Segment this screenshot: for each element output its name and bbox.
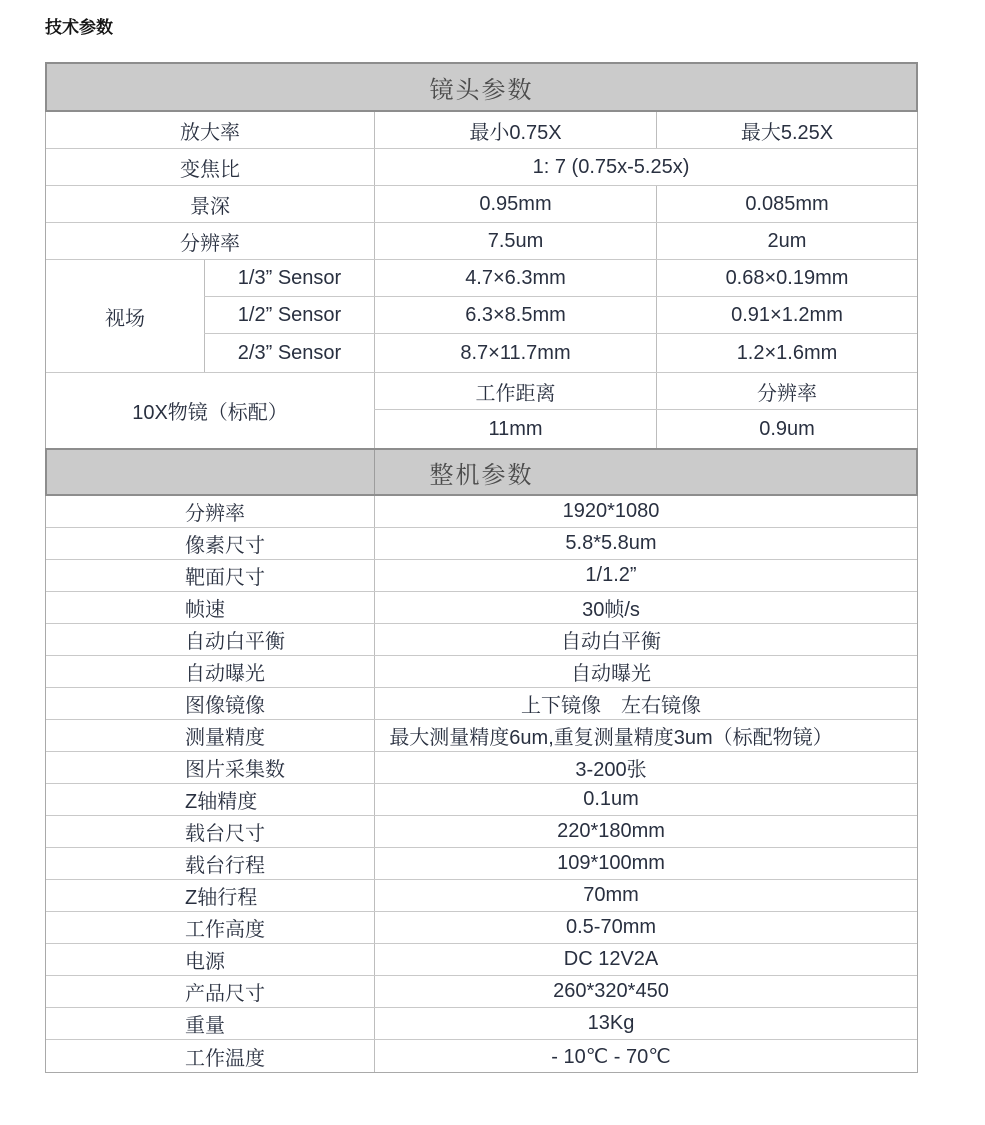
spec-label: 靶面尺寸: [185, 567, 265, 589]
table-row: [46, 912, 917, 944]
spec-label: 分辨率: [185, 503, 245, 525]
spec-value: 260*320*450: [374, 976, 917, 1007]
table-row-sensor-1-2: [204, 297, 917, 334]
objective-col-working-distance: 工作距离: [374, 373, 656, 409]
spec-value: 5.8*5.8um: [374, 528, 917, 559]
table-row-magnification: [46, 112, 917, 149]
spec-label-fov: 视场: [105, 307, 145, 330]
lens-section-header: [45, 62, 918, 112]
spec-value-min: 8.7×11.7mm: [374, 334, 656, 372]
sensor-name: 1/2” Sensor: [204, 297, 374, 333]
spec-label: 图像镜像: [185, 695, 265, 717]
table-row: [46, 1008, 917, 1040]
spec-value: 上下镜像 左右镜像: [374, 688, 917, 719]
spec-label: 自动曝光: [185, 663, 265, 685]
spec-value: 0.5-70mm: [374, 912, 917, 943]
spec-value-min: 6.3×8.5mm: [374, 297, 656, 333]
spec-label: 产品尺寸: [185, 983, 265, 1005]
lens-section-body: [45, 112, 918, 448]
objective-sub-rows: [374, 373, 917, 448]
spec-label: 变焦比: [180, 158, 240, 181]
machine-section-body: [45, 496, 918, 1073]
spec-value-min: 最小0.75X: [374, 112, 656, 148]
objective-col-resolution: 分辨率: [656, 373, 917, 409]
spec-value: DC 12V2A: [374, 944, 917, 975]
table-row: [46, 720, 917, 752]
table-row-objective: [46, 373, 917, 448]
spec-value-max: 最大5.25X: [656, 112, 917, 148]
sensor-name: 1/3” Sensor: [204, 260, 374, 296]
spec-value-max: 0.68×0.19mm: [656, 260, 917, 296]
spec-label: 测量精度: [185, 727, 265, 749]
table-row: [46, 560, 917, 592]
table-row: [46, 592, 917, 624]
spec-value: 自动曝光: [374, 656, 917, 687]
spec-label: 自动白平衡: [185, 631, 285, 653]
spec-value-max: 1.2×1.6mm: [656, 334, 917, 372]
spec-value-max: 0.085mm: [656, 186, 917, 222]
spec-label: 载台尺寸: [185, 823, 265, 845]
objective-header-row: [374, 373, 917, 410]
spec-label: 景深: [190, 195, 230, 218]
spec-value-min: 7.5um: [374, 223, 656, 259]
column-divider-line: [374, 450, 375, 494]
spec-value: 3-200张: [374, 752, 917, 783]
spec-value-resolution: 0.9um: [656, 410, 917, 448]
spec-label: 载台行程: [185, 855, 265, 877]
spec-value: 220*180mm: [374, 816, 917, 847]
table-row: [46, 944, 917, 976]
table-row: [46, 688, 917, 720]
table-row-sensor-1-3: [204, 260, 917, 297]
machine-section-header: [45, 448, 918, 496]
page-title: 技术参数: [45, 18, 113, 37]
table-row: [46, 752, 917, 784]
table-row-field-of-view: [46, 260, 917, 373]
table-row: [46, 816, 917, 848]
spec-value: 最大测量精度6um,重复测量精度3um（标配物镜）: [374, 720, 917, 751]
spec-value: 1920*1080: [374, 496, 917, 527]
spec-value-min: 0.95mm: [374, 186, 656, 222]
spec-value-max: 2um: [656, 223, 917, 259]
spec-value: 70mm: [374, 880, 917, 911]
table-row-sensor-2-3: [204, 334, 917, 372]
table-row: [46, 624, 917, 656]
spec-value-max: 0.91×1.2mm: [656, 297, 917, 333]
spec-label: 图片采集数: [185, 759, 285, 781]
spec-label: 帧速: [185, 599, 225, 621]
table-row: [46, 1040, 917, 1072]
spec-label: 工作高度: [185, 919, 265, 941]
spec-value: 109*100mm: [374, 848, 917, 879]
spec-value: 30帧/s: [374, 592, 917, 623]
spec-value: 自动白平衡: [374, 624, 917, 655]
spec-value: - 10℃ - 70℃: [374, 1040, 917, 1072]
table-row-zoom-ratio: [46, 149, 917, 186]
lens-section-title: 镜头参数: [429, 76, 534, 104]
table-row: [46, 784, 917, 816]
spec-label: 分辨率: [180, 232, 240, 255]
objective-value-row: [374, 410, 917, 448]
sensor-name: 2/3” Sensor: [204, 334, 374, 372]
machine-section-title: 整机参数: [429, 461, 534, 489]
spec-value-working-distance: 11mm: [374, 410, 656, 448]
spec-value: 1/1.2”: [374, 560, 917, 591]
table-row: [46, 496, 917, 528]
spec-label-objective: 10X物镜（标配）: [132, 402, 288, 424]
spec-label: 像素尺寸: [185, 535, 265, 557]
spec-label: Z轴行程: [185, 887, 258, 909]
fov-sensor-rows: [204, 260, 917, 372]
spec-value-min: 4.7×6.3mm: [374, 260, 656, 296]
spec-table: [45, 62, 918, 1073]
spec-label: 重量: [185, 1015, 225, 1037]
table-row: [46, 656, 917, 688]
table-row-lens-resolution: [46, 223, 917, 260]
spec-label: Z轴精度: [185, 791, 258, 813]
table-row: [46, 976, 917, 1008]
spec-label: 工作温度: [185, 1047, 265, 1070]
spec-value: 0.1um: [374, 784, 917, 815]
spec-value: 1: 7 (0.75x-5.25x): [374, 149, 917, 185]
spec-label: 放大率: [180, 121, 240, 144]
table-row: [46, 848, 917, 880]
table-row: [46, 528, 917, 560]
table-row-depth-of-field: [46, 186, 917, 223]
spec-value: 13Kg: [374, 1008, 917, 1039]
spec-label: 电源: [185, 951, 225, 973]
table-row: [46, 880, 917, 912]
